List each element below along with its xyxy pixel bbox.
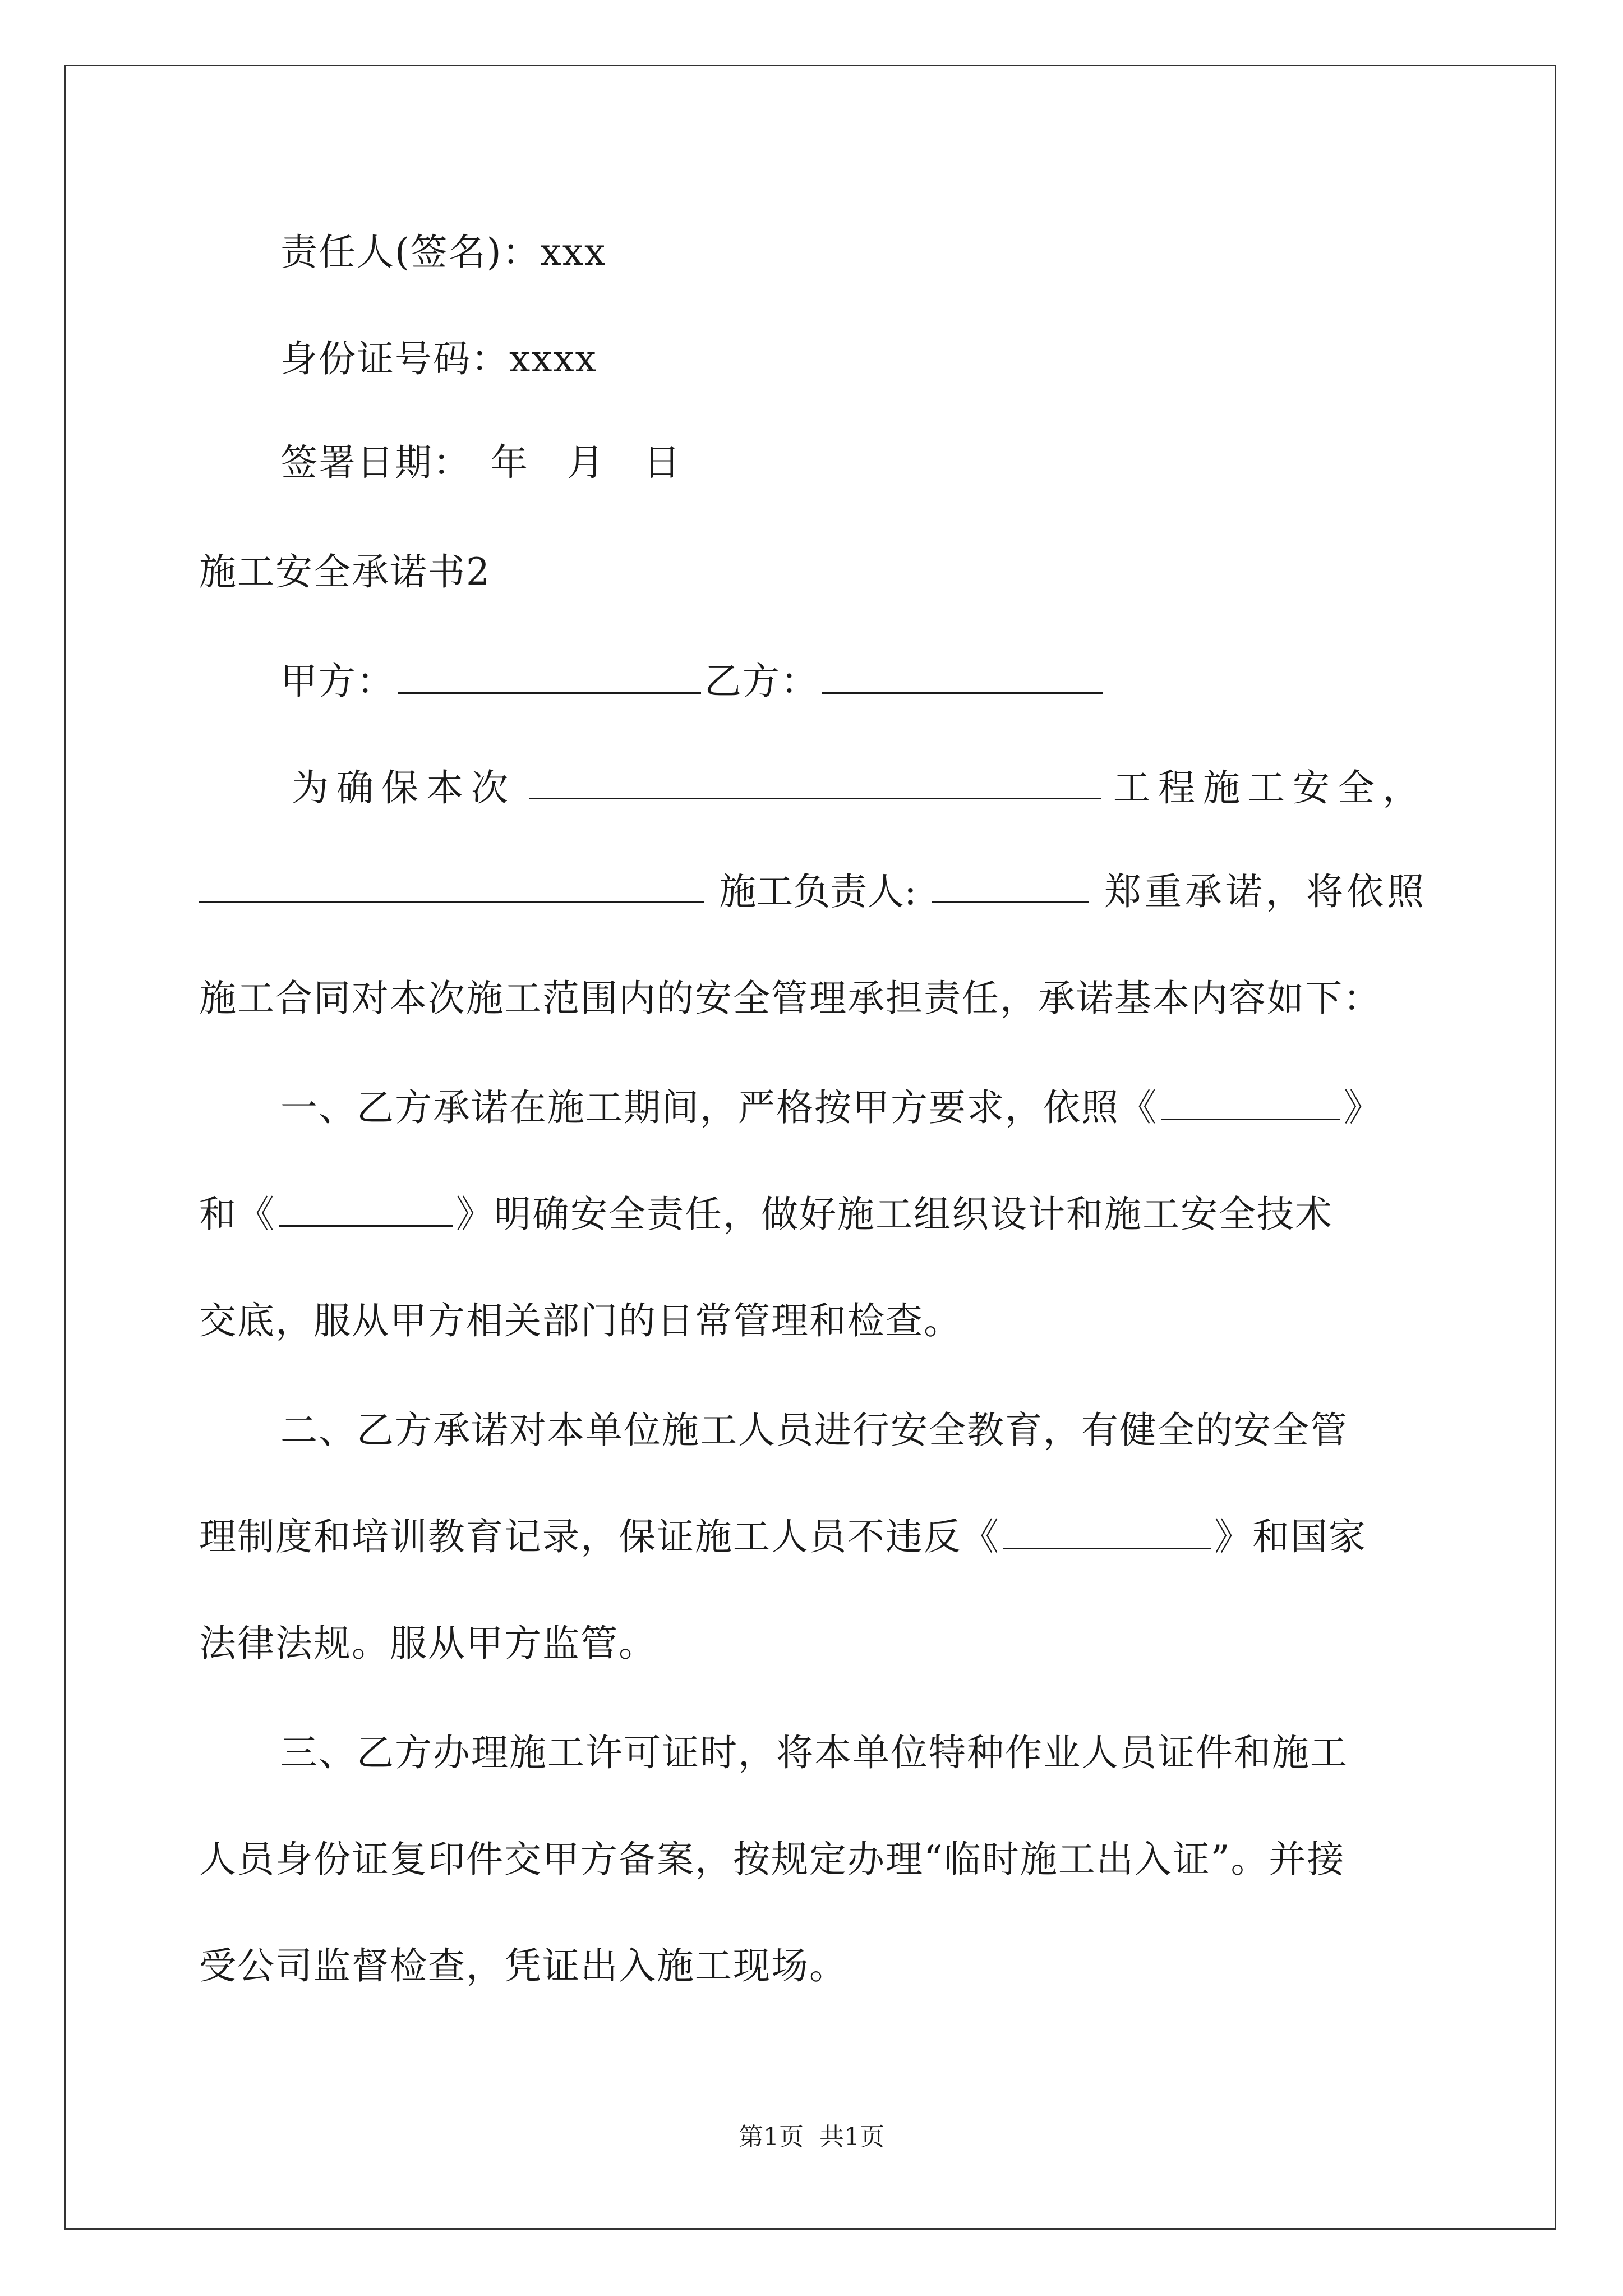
clause-1-line1-suffix: 》 — [1344, 1086, 1382, 1129]
sign-date-line: 签署日期： 年 月 日 — [280, 441, 681, 484]
clause-1-line-2 — [199, 1189, 1333, 1240]
clause-2-line2-prefix: 理制度和培训教育记录，保证施工人员不违反《 — [199, 1515, 1000, 1558]
party-a-label: 甲方： — [280, 660, 395, 703]
parties-line — [280, 656, 1106, 707]
intro-line1-suffix: 工程施工安全， — [1113, 766, 1427, 809]
clause-1-line2-suffix: 》明确安全责任，做好施工组织设计和施工安全技术 — [456, 1193, 1333, 1236]
clause-3-line-2: 人员身份证复印件交甲方备案，按规定办理“临时施工出入证”。并接 — [199, 1838, 1345, 1881]
clause-3-line-3: 受公司监督检查，凭证出入施工现场。 — [199, 1944, 847, 1987]
intro-line2-mid: 施工负责人: — [719, 870, 917, 913]
party-b-blank — [822, 657, 1103, 694]
intro-line-2 — [199, 867, 1427, 917]
intro-line-1 — [292, 763, 1427, 813]
id-number-line: 身份证号码：xxxx — [280, 337, 597, 380]
responsible-person-line: 责任人(签名)：xxx — [280, 231, 607, 274]
clause-2-line-1: 二、乙方承诺对本单位施工人员进行安全教育，有健全的安全管 — [280, 1409, 1348, 1452]
regulation-3-blank — [1003, 1513, 1211, 1549]
regulation-1-blank — [1161, 1084, 1340, 1120]
document-title: 施工安全承诺书2 — [199, 550, 491, 593]
clause-1-line1-prefix: 一、乙方承诺在施工期间，严格按甲方要求，依照《 — [280, 1086, 1158, 1129]
project-name-blank — [529, 763, 1101, 799]
clause-1-line-1 — [280, 1083, 1382, 1133]
party-b-label: 乙方： — [704, 660, 819, 703]
page-footer — [0, 2120, 1623, 2154]
party-a-blank — [398, 657, 701, 694]
intro-line2-suffix: 郑重承诺，将依照 — [1104, 870, 1427, 913]
intro-line1-prefix: 为确保本次 — [292, 766, 516, 809]
intro-line-3: 施工合同对本次施工范围内的安全管理承担责任，承诺基本内容如下： — [199, 977, 1381, 1020]
page-total: 共1页 — [819, 2123, 884, 2151]
clause-2-line-3: 法律法规。服从甲方监管。 — [199, 1622, 657, 1665]
clause-2-line2-suffix: 》和国家 — [1214, 1515, 1367, 1558]
clause-1-line2-prefix: 和《 — [199, 1193, 275, 1236]
page-current: 第1页 — [739, 2123, 804, 2151]
manager-blank — [932, 867, 1089, 903]
regulation-2-blank — [279, 1190, 453, 1227]
clause-2-line-2 — [199, 1512, 1367, 1562]
clause-1-line-3: 交底，服从甲方相关部门的日常管理和检查。 — [199, 1299, 962, 1342]
clause-3-line-1: 三、乙方办理施工许可证时，将本单位特种作业人员证件和施工 — [280, 1731, 1348, 1774]
page-border — [64, 65, 1556, 2230]
company-blank — [199, 867, 704, 903]
